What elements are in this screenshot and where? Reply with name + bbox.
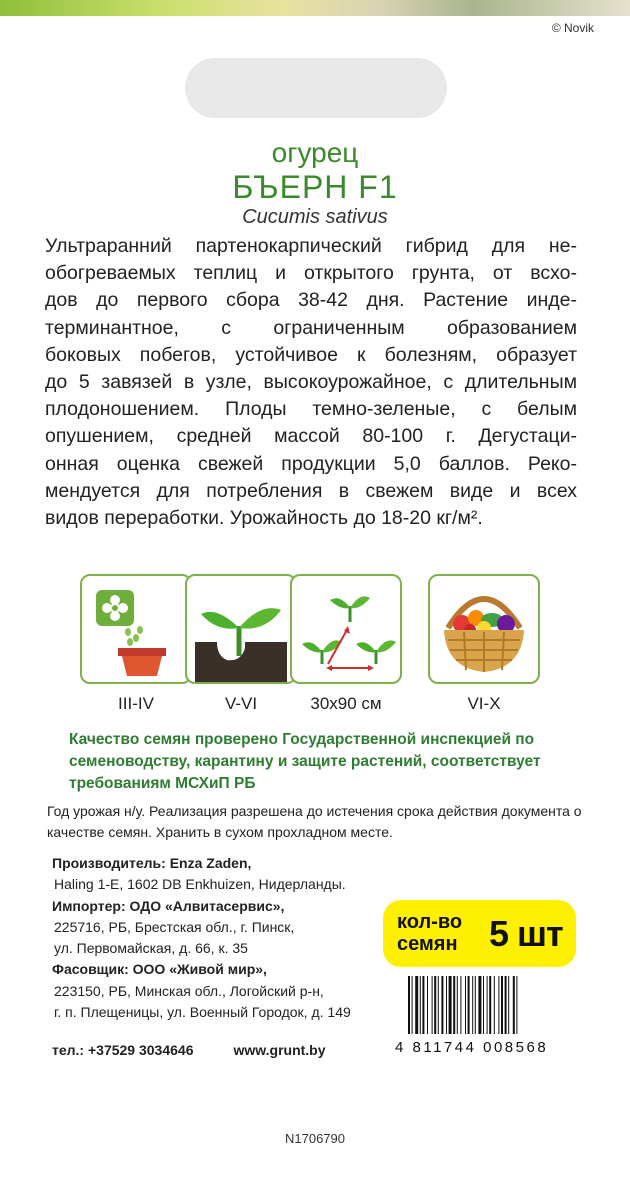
copyright-text: © Novik: [551, 21, 594, 35]
seedling-icon: [185, 574, 297, 684]
hanger-hole: [185, 58, 447, 118]
barcode: [406, 976, 572, 1034]
website-link[interactable]: www.grunt.by: [233, 1042, 326, 1058]
packer-address-line2: г. п. Плещеницы, ул. Военный Городок, д. 149: [54, 1004, 351, 1021]
sowing-pot-icon: [80, 574, 192, 684]
harvest-note: Год урожая н/у. Реализация разрешена до истечения срока действия документа о качестве семян. Хранить в сухом прохладном месте.: [47, 803, 582, 840]
importer-title: Импортер: ОДО «Алвитасервис»,: [52, 897, 285, 914]
barcode-number: 4 811744 008568: [395, 1039, 549, 1056]
packer-title: Фасовщик: ООО «Живой мир»,: [52, 961, 267, 978]
description-line: опушением, средней массой 80-100 г. Дегустаци-: [45, 425, 577, 448]
description-line: до 5 завязей в узле, высокоурожайное, с длительным: [45, 371, 577, 394]
description-line: дов до первого сбора 38-42 дня. Растение инде-: [45, 289, 577, 312]
description-line: боковых побегов, устойчивое к болезням, образует: [45, 343, 577, 366]
description-line: видов переработки. Урожайность до 18-20 кг/м².: [45, 507, 483, 530]
harvest-basket-icon: [428, 574, 540, 684]
product-code: N1706790: [285, 1131, 345, 1146]
seed-quantity-badge: [383, 900, 576, 967]
description-line: плодоношением. Плоды темно-зеленые, с белым: [45, 398, 577, 421]
variety-name: БЪЕРН F1: [232, 169, 398, 205]
description-line: Ультраранний партенокарпический гибрид для не-: [45, 235, 577, 257]
description-line: обогреваемых теплиц и открытого грунта, от всхо-: [45, 262, 577, 285]
planting-period-label: V-VI: [224, 694, 258, 713]
harvest-period-label: VI-X: [467, 694, 501, 713]
top-image-strip: [0, 0, 630, 16]
latin-name: Cucumis sativus: [242, 206, 388, 228]
importer-address-line2: ул. Первомайская, д. 66, к. 35: [54, 940, 248, 957]
description-line: терминантное, с ограниченным образованием: [45, 316, 577, 339]
producer-address: Haling 1-E, 1602 DB Enkhuizen, Нидерланды.: [54, 876, 346, 893]
quantity-label-line2: семян: [397, 933, 458, 955]
importer-address-line1: 225716, РБ, Брестская обл., г. Пинск,: [54, 918, 295, 935]
contacts-block: [52, 853, 351, 1023]
spacing-label: 30x90 см: [310, 694, 382, 713]
description-line: онная оценка свежей продукции 5,0 баллов. Реко-: [45, 452, 577, 475]
contact-line: [52, 1042, 326, 1058]
description-line: мендуется для потребления в свежем виде и всех: [45, 479, 577, 502]
producer-title: Производитель: Enza Zaden,: [52, 855, 252, 871]
quantity-value: 5 шт: [489, 913, 563, 954]
spacing-icon: [290, 574, 402, 684]
quality-statement: Качество семян проверено Государственной инспекцией по семеноводству, карантину и защите растений, соответствует требованиям МСХиП РБ: [69, 731, 541, 792]
description: [45, 233, 577, 532]
sowing-period-label: III-IV: [118, 694, 154, 713]
crop-name: огурец: [271, 137, 359, 168]
packer-address-line1: 223150, РБ, Минская обл., Логойский р-н,: [54, 982, 324, 999]
quantity-label-line1: кол-во: [397, 911, 463, 933]
phone-number: тел.: +37529 3034646: [52, 1042, 194, 1058]
